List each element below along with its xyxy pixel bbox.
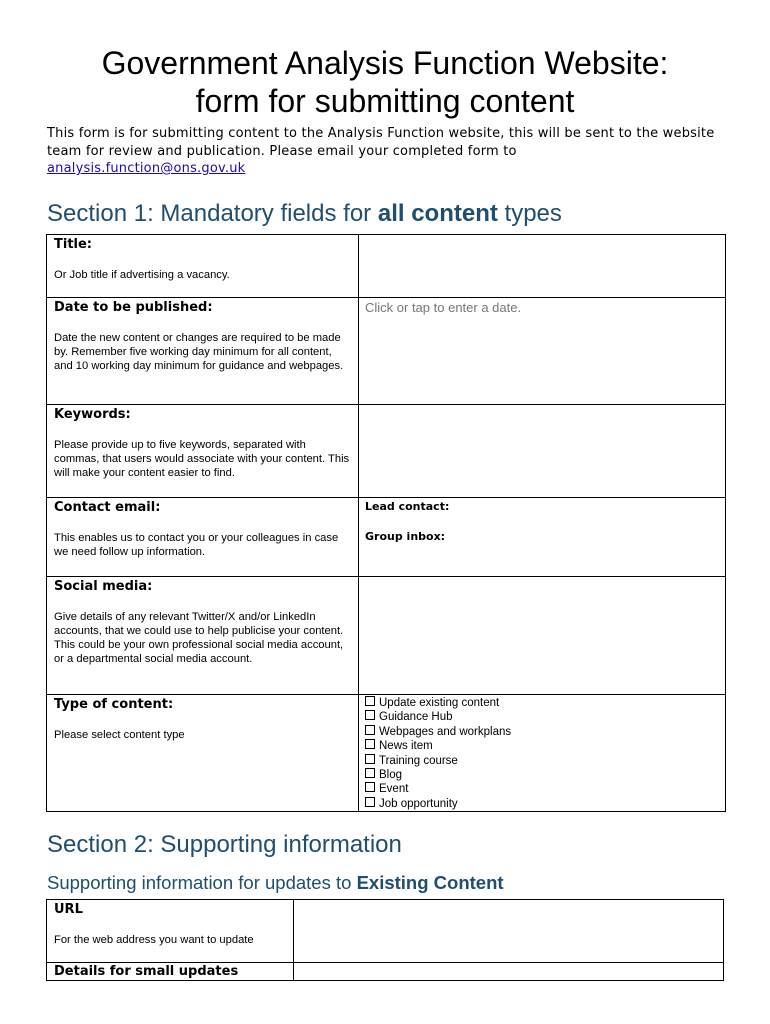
url-help: For the web address you want to update	[54, 934, 254, 946]
section-2-heading: Section 2: Supporting information	[47, 831, 402, 858]
section-1-heading-prefix: Section 1: Mandatory fields for	[47, 200, 378, 227]
keywords-label-cell	[47, 405, 359, 498]
social-media-help: Give details of any relevant Twitter/X and/or LinkedIn accounts, that we could use to help publicise your content. This could be your own professional social media account, or a departmental social media account.	[54, 611, 344, 665]
checkbox-webpages-and-workplans[interactable]	[365, 725, 725, 739]
checkbox-label: Event	[379, 783, 409, 796]
section-1-heading-emphasis: all content	[377, 200, 498, 227]
url-label-cell	[47, 900, 294, 963]
date-input-cell[interactable]	[359, 298, 726, 405]
email-link[interactable]: analysis.function@ons.gov.uk	[47, 161, 246, 176]
checkbox-icon[interactable]	[365, 739, 375, 749]
checkbox-blog[interactable]	[365, 768, 725, 782]
table-row	[47, 900, 724, 963]
intro-text: This form is for submitting content to the Analysis Function website, this will be sent to the website team for review and publication. Please email your completed form to	[47, 126, 715, 159]
page-title-line-2: form for submitting content	[195, 83, 575, 119]
checkbox-label: Blog	[379, 769, 403, 782]
contact-label-cell	[47, 498, 359, 577]
section-2-subheading	[47, 871, 504, 895]
date-help: Date the new content or changes are required to be made by. Remember five working day minimum for all content, and 10 working day minimum for guidance and webpages.	[54, 332, 344, 372]
details-input-cell[interactable]	[294, 963, 724, 981]
keywords-input-cell[interactable]	[359, 405, 726, 498]
checkbox-update-existing-content[interactable]	[365, 696, 725, 710]
table-row	[47, 298, 726, 405]
title-input-cell[interactable]	[359, 235, 726, 298]
checkbox-label: Guidance Hub	[379, 711, 453, 724]
table-row	[47, 405, 726, 498]
contact-input-cell[interactable]	[359, 498, 726, 577]
table-row	[47, 963, 724, 981]
checkbox-label: Training course	[379, 754, 458, 767]
group-inbox-label: Group inbox:	[365, 530, 446, 543]
table-row	[47, 695, 726, 812]
checkbox-icon[interactable]	[365, 797, 375, 807]
table-row	[47, 577, 726, 695]
type-of-content-help: Please select content type	[54, 729, 185, 741]
keywords-help: Please provide up to five keywords, separated with commas, that users would associate with your content. This will make your content easier to find.	[54, 439, 350, 479]
table-row	[47, 235, 726, 298]
table-row	[47, 498, 726, 577]
checkbox-label: Webpages and workplans	[379, 725, 512, 738]
details-small-updates-label: Details for small updates	[54, 964, 239, 979]
checkbox-icon[interactable]	[365, 754, 375, 764]
intro-paragraph	[47, 125, 727, 178]
checkbox-job-opportunity[interactable]	[365, 797, 725, 811]
lead-contact-label: Lead contact:	[365, 500, 450, 513]
checkbox-icon[interactable]	[365, 696, 375, 706]
checkbox-news-item[interactable]	[365, 739, 725, 753]
page-title-line-1: Government Analysis Function Website:	[101, 45, 669, 81]
checkbox-guidance-hub[interactable]	[365, 710, 725, 724]
section-1-heading-suffix: types	[497, 200, 562, 227]
page-title	[0, 44, 770, 120]
type-options-cell	[359, 695, 726, 812]
social-input-cell[interactable]	[359, 577, 726, 695]
existing-content-table	[46, 899, 724, 981]
social-media-label: Social media:	[54, 579, 153, 594]
checkbox-training-course[interactable]	[365, 754, 725, 768]
checkbox-label: Job opportunity	[379, 797, 458, 810]
contact-email-label: Contact email:	[54, 500, 161, 515]
section-1-heading	[47, 199, 562, 229]
checkbox-icon[interactable]	[365, 782, 375, 792]
section-2-subheading-emphasis: Existing Content	[356, 872, 504, 893]
type-of-content-label: Type of content:	[54, 697, 174, 712]
contact-email-help: This enables us to contact you or your colleagues in case we need follow up information.	[54, 532, 339, 558]
title-help: Or Job title if advertising a vacancy.	[54, 269, 230, 281]
date-label-cell	[47, 298, 359, 405]
checkbox-icon[interactable]	[365, 725, 375, 735]
date-picker-placeholder[interactable]: Click or tap to enter a date.	[365, 300, 522, 315]
social-label-cell	[47, 577, 359, 695]
keywords-label: Keywords:	[54, 407, 131, 422]
date-label: Date to be published:	[54, 300, 213, 315]
checkbox-icon[interactable]	[365, 768, 375, 778]
content-type-checkbox-list	[359, 695, 725, 811]
checkbox-label: News item	[379, 740, 433, 753]
mandatory-fields-table	[46, 234, 726, 812]
title-label: Title:	[54, 237, 93, 252]
checkbox-label: Update existing content	[379, 697, 500, 709]
url-input-cell[interactable]	[294, 900, 724, 963]
title-label-cell	[47, 235, 359, 298]
type-label-cell	[47, 695, 359, 812]
url-label: URL	[54, 902, 83, 917]
checkbox-icon[interactable]	[365, 710, 375, 720]
details-label-cell	[47, 963, 294, 981]
section-2-subheading-prefix: Supporting information for updates to	[47, 872, 357, 893]
checkbox-event[interactable]	[365, 782, 725, 796]
